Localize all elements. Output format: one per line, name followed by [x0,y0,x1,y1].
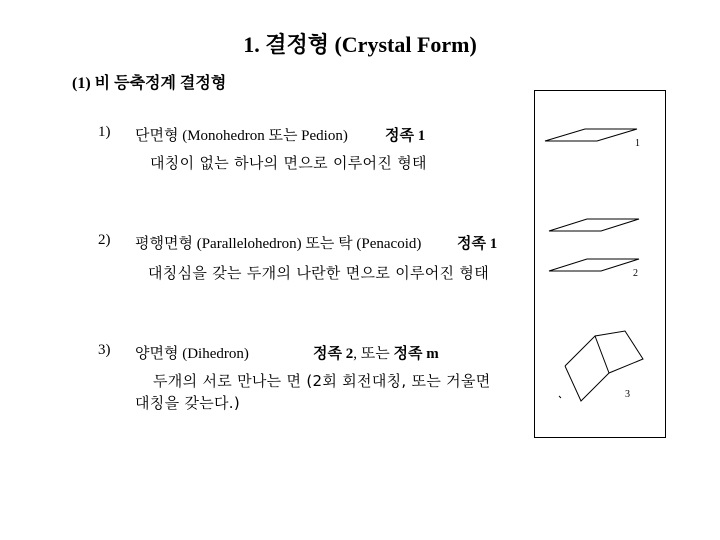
figure-label-3: 3 [625,389,630,400]
item-3-number: 3) [98,342,111,358]
item-3-description-line1: 두개의 서로 만나는 면 (2회 회전대칭, 또는 거울면 [153,372,491,390]
crystal-form-figure-panel [534,90,666,438]
pedion-face [545,129,637,141]
item-3-symmetry-line [313,342,439,363]
dihedron-face-right [595,331,643,373]
dihedron-face-left [565,336,609,401]
page-title: 1. 결정형 (Crystal Form) [243,32,477,57]
item-1-description: 대칭이 없는 하나의 면으로 이루어진 형태 [150,154,427,172]
item-3-name: 양면형 (Dihedron) [135,346,249,362]
item-3-symmetry-b: 정족 m [393,346,439,362]
item-1-symmetry: 정족 1 [385,128,426,144]
item-2-symmetry: 정족 1 [457,236,498,252]
parallelohedron-bottom-face [549,259,639,271]
dihedron-tick-mark [559,396,561,398]
item-1-number: 1) [98,124,111,140]
item-2-name: 평행면형 (Parallelohedron) 또는 탁 (Penacoid) [135,236,422,252]
item-3-symmetry-a: 정족 2 [313,346,354,362]
figure-label-2: 2 [633,268,638,279]
item-2-description: 대칭심을 갖는 두개의 나란한 면으로 이루어진 형태 [148,264,490,282]
item-1-name: 단면형 (Monohedron 또는 Pedion) [135,128,348,144]
parallelohedron-top-face [549,219,639,231]
item-2-number: 2) [98,232,111,248]
figure-label-1: 1 [635,138,640,149]
item-3-description-line2: 대칭을 갖는다.) [135,394,241,412]
item-3-symmetry-connector: , 또는 [353,346,394,362]
section-heading: (1) 비 등축정계 결정형 [72,75,227,92]
crystal-form-figure [535,91,667,439]
